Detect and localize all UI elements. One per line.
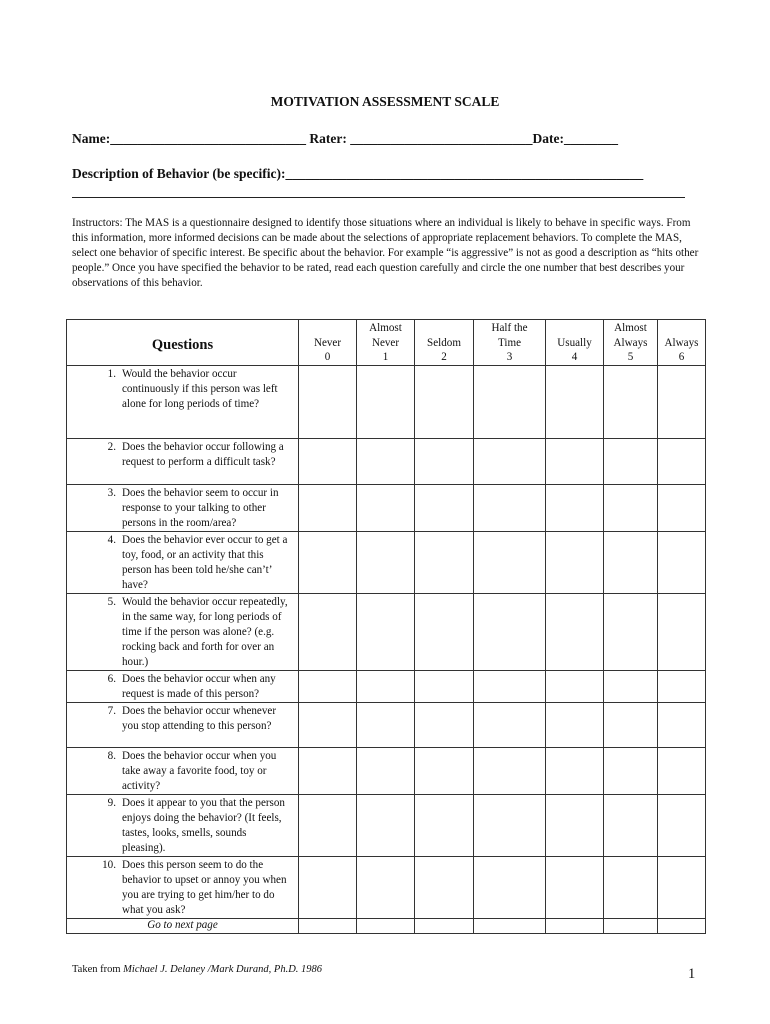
rating-cell[interactable] <box>604 532 658 594</box>
question-cell <box>67 439 299 485</box>
rating-cell[interactable] <box>474 366 546 439</box>
column-header-6 <box>658 320 706 366</box>
question-number: 8. <box>107 750 116 762</box>
rating-cell[interactable] <box>474 703 546 748</box>
rating-cell[interactable] <box>658 594 706 671</box>
rating-cell[interactable] <box>474 857 546 919</box>
rating-cell[interactable] <box>415 748 474 795</box>
rating-cell[interactable] <box>604 594 658 671</box>
rating-cell[interactable] <box>357 795 415 857</box>
rating-cell[interactable] <box>415 485 474 532</box>
question-text: Does the behavior seem to occur in response to your talking to other persons in the room/area? <box>122 487 279 529</box>
column-value: 2 <box>441 351 447 363</box>
table-row <box>67 919 706 934</box>
question-cell <box>67 366 299 439</box>
rating-cell[interactable] <box>546 748 604 795</box>
rating-cell[interactable] <box>357 366 415 439</box>
table-row <box>67 532 706 594</box>
rating-cell[interactable] <box>658 703 706 748</box>
source-authors: Michael J. Delaney /Mark Durand, Ph.D. 1986 <box>123 964 323 975</box>
rating-cell[interactable] <box>604 671 658 703</box>
rating-cell[interactable] <box>299 532 357 594</box>
rating-cell[interactable] <box>546 671 604 703</box>
rating-cell <box>357 919 415 934</box>
rating-cell[interactable] <box>299 366 357 439</box>
question-cell <box>67 485 299 532</box>
rating-cell[interactable] <box>474 671 546 703</box>
rating-cell[interactable] <box>415 795 474 857</box>
question-number: 3. <box>107 487 116 499</box>
column-header-3 <box>474 320 546 366</box>
questions-header: Questions <box>67 320 299 366</box>
rating-cell[interactable] <box>546 532 604 594</box>
rating-cell[interactable] <box>357 594 415 671</box>
column-label: Always <box>664 336 699 349</box>
rating-cell[interactable] <box>604 703 658 748</box>
question-number: 2. <box>107 441 116 453</box>
rating-cell[interactable] <box>415 703 474 748</box>
rating-cell[interactable] <box>299 439 357 485</box>
question-cell <box>67 594 299 671</box>
question-text: Does this person seem to do the behavior to upset or annoy you when you are trying to get him/her to do what you ask? <box>122 859 287 916</box>
rating-cell <box>299 919 357 934</box>
question-number: 6. <box>107 673 116 685</box>
rating-cell[interactable] <box>299 594 357 671</box>
rating-cell[interactable] <box>658 857 706 919</box>
rating-cell <box>415 919 474 934</box>
question-number: 4. <box>107 534 116 546</box>
question-cell <box>67 748 299 795</box>
column-value: 4 <box>571 351 578 363</box>
rating-cell[interactable] <box>415 439 474 485</box>
rating-cell <box>658 919 706 934</box>
source-prefix: Taken from <box>72 964 124 975</box>
column-value: 5 <box>627 351 634 363</box>
column-value: 0 <box>324 351 331 363</box>
rating-cell <box>546 919 604 934</box>
name-rater-date-line: Name:_____________________________ Rater: ___________________________Date:________ <box>72 131 618 146</box>
column-label-top <box>546 321 603 336</box>
rating-cell[interactable] <box>658 439 706 485</box>
question-number: 10. <box>102 859 116 871</box>
question-cell <box>67 795 299 857</box>
column-header-5 <box>604 320 658 366</box>
rating-cell[interactable] <box>474 485 546 532</box>
rating-cell[interactable] <box>604 485 658 532</box>
rating-cell[interactable] <box>474 532 546 594</box>
table-row <box>67 748 706 795</box>
question-text: Does the behavior occur following a request to perform a difficult task? <box>122 441 284 468</box>
mas-rating-table <box>66 319 706 934</box>
rating-cell[interactable] <box>604 748 658 795</box>
rating-cell[interactable] <box>415 857 474 919</box>
rating-cell[interactable] <box>299 748 357 795</box>
table-row <box>67 857 706 919</box>
column-header-0 <box>299 320 357 366</box>
rating-cell[interactable] <box>604 439 658 485</box>
rating-cell[interactable] <box>415 594 474 671</box>
rating-cell[interactable] <box>546 795 604 857</box>
rating-cell[interactable] <box>546 366 604 439</box>
go-to-next-page-note: Go to next page <box>67 919 299 934</box>
rating-cell[interactable] <box>357 671 415 703</box>
table-header-row <box>67 320 706 366</box>
rating-cell[interactable] <box>474 795 546 857</box>
rating-cell[interactable] <box>604 366 658 439</box>
source-citation <box>72 964 322 975</box>
rating-cell[interactable] <box>299 795 357 857</box>
column-label: Always <box>613 336 648 349</box>
question-text: Does the behavior occur when you take away a favorite food, toy or activity? <box>122 750 277 792</box>
rating-cell[interactable] <box>299 671 357 703</box>
description-continuation-rule <box>72 197 685 198</box>
column-label-top: Almost <box>369 322 402 334</box>
table-row <box>67 703 706 748</box>
rating-cell <box>604 919 658 934</box>
rating-cell <box>474 919 546 934</box>
rating-cell[interactable] <box>658 485 706 532</box>
rating-cell[interactable] <box>357 485 415 532</box>
rating-cell[interactable] <box>604 795 658 857</box>
rating-cell[interactable] <box>357 703 415 748</box>
column-value: 6 <box>678 351 685 363</box>
question-number: 1. <box>107 368 116 380</box>
column-label-top <box>415 321 473 336</box>
rating-cell[interactable] <box>658 795 706 857</box>
question-number: 9. <box>107 797 116 809</box>
rating-cell[interactable] <box>658 366 706 439</box>
behavior-description-line: Description of Behavior (be specific):_____________________________________________________ <box>72 166 644 181</box>
page-number: 1 <box>688 966 696 982</box>
table-row <box>67 439 706 485</box>
question-text: Does the behavior ever occur to get a toy, food, or an activity that this person has been told he/she can’t’ have? <box>122 534 288 591</box>
rating-cell[interactable] <box>546 857 604 919</box>
rating-cell[interactable] <box>474 439 546 485</box>
rating-cell[interactable] <box>474 748 546 795</box>
question-text: Would the behavior occur repeatedly, in the same way, for long periods of time if the person was alone? (e.g. rocking back and forth for over an hour.) <box>122 596 288 668</box>
question-rows <box>67 366 706 934</box>
rating-cell[interactable] <box>474 594 546 671</box>
question-cell <box>67 703 299 748</box>
question-cell <box>67 671 299 703</box>
table-row <box>67 671 706 703</box>
table-row <box>67 594 706 671</box>
rating-cell[interactable] <box>357 532 415 594</box>
question-number: 7. <box>107 705 116 717</box>
question-text: Does the behavior occur when any request is made of this person? <box>122 673 276 700</box>
instructions-paragraph: Instructors: The MAS is a questionnaire designed to identify those situations where an individual is likely to behave in specific ways. From this information, more informed decisions can be made about the selections of appropriate replacement behaviors. To complete the MAS, select one behavior of specific interest. Be specific about the behavior. For example “is aggressive” is not as good a description as “hits other people.” Once you have specified the behavior to be rated, read each question carefully and circle the one number that best describes your observations of this behavior. <box>72 217 699 289</box>
rating-cell[interactable] <box>299 703 357 748</box>
column-label-top <box>299 321 356 336</box>
rating-cell[interactable] <box>299 485 357 532</box>
rating-cell[interactable] <box>415 671 474 703</box>
rating-cell[interactable] <box>658 671 706 703</box>
question-text: Does the behavior occur whenever you stop attending to this person? <box>122 705 277 732</box>
rating-cell[interactable] <box>357 857 415 919</box>
rating-cell[interactable] <box>415 532 474 594</box>
column-label: Usually <box>557 336 592 349</box>
rating-cell[interactable] <box>546 703 604 748</box>
rating-cell[interactable] <box>357 439 415 485</box>
column-header-1 <box>357 320 415 366</box>
column-label-top: Almost <box>614 322 647 334</box>
column-header-4 <box>546 320 604 366</box>
column-label: Time <box>497 336 522 349</box>
table-row <box>67 485 706 532</box>
rating-cell[interactable] <box>546 439 604 485</box>
rating-cell[interactable] <box>546 594 604 671</box>
column-label-top <box>658 321 705 336</box>
column-value: 1 <box>382 351 389 363</box>
column-header-2 <box>415 320 474 366</box>
question-cell <box>67 857 299 919</box>
table-row <box>67 795 706 857</box>
page-title: MOTIVATION ASSESSMENT SCALE <box>270 94 500 109</box>
rating-cell[interactable] <box>415 366 474 439</box>
rating-cell[interactable] <box>546 485 604 532</box>
rating-cell[interactable] <box>299 857 357 919</box>
question-cell <box>67 532 299 594</box>
question-text: Would the behavior occur continuously if this person was left alone for long periods of time? <box>122 368 278 410</box>
question-number: 5. <box>107 596 116 608</box>
rating-cell[interactable] <box>658 532 706 594</box>
column-label: Never <box>313 336 342 349</box>
rating-cell[interactable] <box>604 857 658 919</box>
rating-cell[interactable] <box>357 748 415 795</box>
table-row <box>67 366 706 439</box>
column-label-top: Half the <box>491 322 528 334</box>
column-label: Never <box>371 336 400 349</box>
column-label: Seldom <box>427 336 461 349</box>
column-value: 3 <box>506 351 513 363</box>
rating-cell[interactable] <box>658 748 706 795</box>
question-text: Does it appear to you that the person enjoys doing the behavior? (It feels, tastes, looks, smells, sounds pleasing). <box>122 797 285 854</box>
